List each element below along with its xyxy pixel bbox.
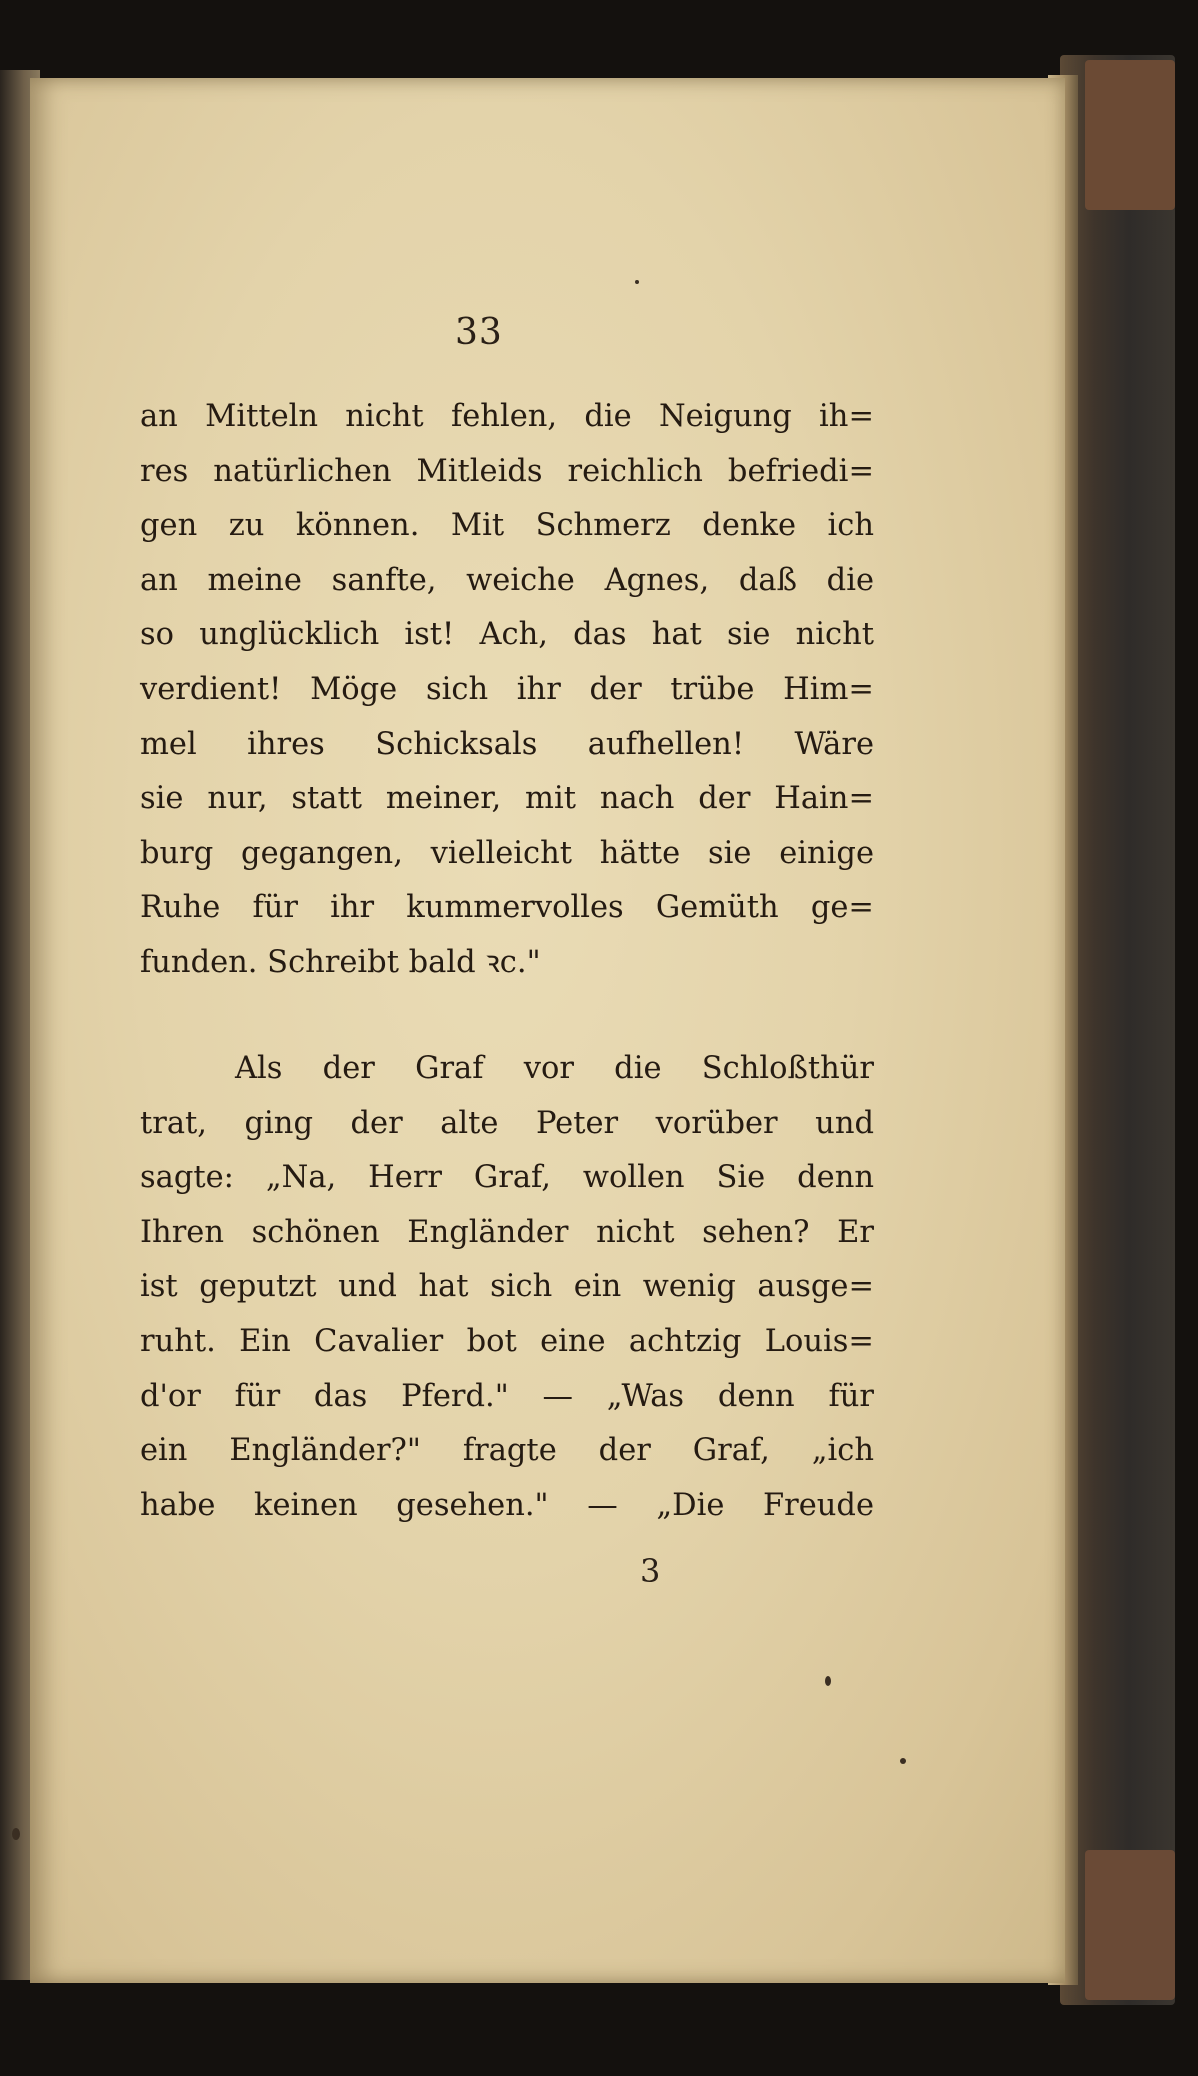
text-line: ist geputzt und hat sich ein wenig ausge=: [140, 1269, 874, 1305]
text-line: habe keinen gesehen." — „Die Freude: [140, 1487, 874, 1523]
text-line: Als der Graf vor die Schloßthür: [235, 1051, 874, 1086]
text-line: trat, ging der alte Peter vorüber und: [140, 1105, 874, 1141]
book-page: [30, 78, 1065, 1983]
text-line: burg gegangen, vielleicht hätte sie einige: [140, 835, 874, 871]
text-line: Ruhe für ihr kummervolles Gemüth ge=: [140, 890, 874, 926]
text-line: Ihren schönen Engländer nicht sehen? Er: [140, 1214, 874, 1250]
text-line: ein Engländer?" fragte der Graf, „ich: [140, 1433, 874, 1469]
text-line: an meine sanfte, weiche Agnes, daß die: [140, 562, 874, 598]
paper-speck: [635, 280, 639, 284]
paragraph-1: [140, 390, 874, 991]
text-line: sie nur, statt meiner, mit nach der Hain=: [140, 781, 874, 817]
signature-mark: 3: [640, 1552, 661, 1590]
text-line: so unglücklich ist! Ach, das hat sie nicht: [140, 617, 874, 653]
paper-speck: [12, 1828, 20, 1840]
paragraph-2: [140, 1042, 874, 1533]
paper-speck: [825, 1676, 831, 1686]
text-line: funden. Schreibt bald ꝛc.": [140, 944, 541, 980]
text-line: ruht. Ein Cavalier bot eine achtzig Louis=: [140, 1323, 874, 1359]
text-line: sagte: „Na, Herr Graf, wollen Sie denn: [140, 1160, 874, 1196]
text-line: res natürlichen Mitleids reichlich befriedi=: [140, 453, 874, 489]
page-number: 33: [455, 312, 503, 353]
text-line: gen zu können. Mit Schmerz denke ich: [140, 508, 874, 544]
text-line: d'or für das Pferd." — „Was denn für: [140, 1378, 874, 1414]
text-line: verdient! Möge sich ihr der trübe Him=: [140, 671, 874, 707]
paper-speck: [900, 1758, 906, 1764]
cover-corner-top: [1085, 60, 1175, 210]
cover-corner-bottom: [1085, 1850, 1175, 2000]
text-line: an Mitteln nicht fehlen, die Neigung ih=: [140, 399, 874, 434]
text-line: mel ihres Schicksals aufhellen! Wäre: [140, 726, 874, 762]
